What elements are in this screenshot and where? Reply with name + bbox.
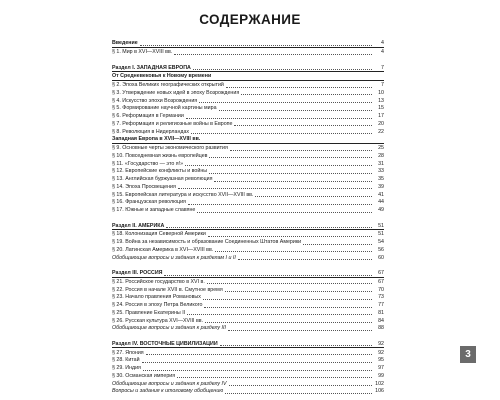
- toc-section-row: [112, 39, 384, 48]
- table-of-contents: [112, 39, 384, 395]
- toc-leader-dots: [186, 118, 372, 119]
- toc-entry-row: [112, 230, 384, 238]
- toc-page-number: 20: [378, 120, 384, 127]
- toc-spacer: [112, 261, 384, 269]
- toc-label: § 3. Утверждение новых идей в эпоху Возрождения: [112, 89, 240, 96]
- toc-page-number: 15: [378, 105, 384, 112]
- toc-label: § 17. Южные и западные славяне: [112, 207, 196, 214]
- toc-label: § 18. Колонизация Северной Америки: [112, 231, 206, 238]
- toc-entry-row: [112, 183, 384, 191]
- toc-label: § 23. Начало правления Романовых: [112, 294, 201, 301]
- toc-leader-dots: [208, 236, 372, 237]
- toc-page-number: 4: [381, 49, 384, 56]
- toc-leader-dots: [197, 212, 372, 213]
- toc-page-number: 28: [378, 152, 384, 159]
- toc-leader-dots: [187, 314, 372, 315]
- toc-review-row: [112, 387, 384, 395]
- toc-entry-row: [112, 159, 384, 167]
- toc-page-number: 102: [375, 380, 384, 387]
- toc-leader-dots: [303, 244, 372, 245]
- toc-entry-row: [112, 48, 384, 56]
- toc-subheading-row: [112, 72, 384, 81]
- toc-entry-row: [112, 285, 384, 293]
- toc-section-row: [112, 221, 384, 230]
- toc-label: § 1. Мир в XVI—XVIII вв.: [112, 49, 173, 56]
- toc-spacer: [112, 56, 384, 64]
- toc-page-number: 33: [378, 168, 384, 175]
- toc-entry-row: [112, 364, 384, 372]
- toc-leader-dots: [191, 133, 372, 134]
- toc-label: § 9. Основные черты экономического развития: [112, 145, 228, 152]
- toc-page-number: 92: [378, 340, 384, 347]
- toc-label: Раздел IV. ВОСТОЧНЫЕ ЦИВИЛИЗАЦИИ: [112, 340, 218, 347]
- toc-page-number: 44: [378, 199, 384, 206]
- toc-leader-dots: [142, 362, 372, 363]
- toc-leader-dots: [209, 157, 372, 158]
- page-title: СОДЕРЖАНИЕ: [199, 12, 301, 27]
- toc-leader-dots: [229, 385, 372, 386]
- toc-page-number: 67: [378, 270, 384, 277]
- toc-page-number: 95: [378, 357, 384, 364]
- toc-page-number: 67: [378, 278, 384, 285]
- toc-label: § 6. Реформация в Германии: [112, 113, 184, 120]
- toc-label: Западная Европа в XVII—XVIII вв.: [112, 136, 201, 143]
- toc-entry-row: [112, 372, 384, 380]
- toc-label: § 28. Китай: [112, 357, 140, 364]
- toc-page-number: 88: [378, 325, 384, 332]
- toc-page-number: 31: [378, 160, 384, 167]
- toc-label: § 19. Война за независимость и образование Соединенных Штатов Америки: [112, 239, 302, 246]
- toc-leader-dots: [241, 94, 372, 95]
- toc-entry-row: [112, 316, 384, 324]
- toc-page-number: 81: [378, 309, 384, 316]
- toc-entry-row: [112, 120, 384, 128]
- toc-label: § 13. Английская буржуазная революция: [112, 176, 213, 183]
- toc-label: § 24. Россия в эпоху Петра Великого: [112, 302, 203, 309]
- toc-label: Раздел II. АМЕРИКА: [112, 222, 165, 229]
- toc-label: § 12. Европейские конфликты и войны: [112, 168, 208, 175]
- toc-leader-dots: [205, 322, 372, 323]
- toc-label: § 27. Япония: [112, 349, 144, 356]
- toc-leader-dots: [220, 345, 372, 346]
- toc-leader-dots: [185, 165, 372, 166]
- toc-label: § 2. Эпоха Великих географических открытий: [112, 82, 224, 89]
- toc-spacer: [112, 214, 384, 222]
- toc-page-number: 97: [378, 365, 384, 372]
- toc-label: Раздел I. ЗАПАДНАЯ ЕВРОПА: [112, 64, 191, 71]
- toc-entry-row: [112, 96, 384, 104]
- toc-entry-row: [112, 89, 384, 97]
- toc-page-number: 92: [378, 349, 384, 356]
- toc-entry-row: [112, 198, 384, 206]
- toc-label: § 14. Эпоха Просвещения: [112, 183, 176, 190]
- toc-label: § 4. Искусство эпохи Возрождения: [112, 97, 198, 104]
- toc-leader-dots: [207, 283, 372, 284]
- toc-section-row: [112, 269, 384, 278]
- toc-page-number: 39: [378, 183, 384, 190]
- toc-leader-dots: [146, 354, 372, 355]
- toc-page-number: 51: [378, 222, 384, 229]
- toc-leader-dots: [219, 110, 372, 111]
- toc-leader-dots: [214, 181, 372, 182]
- toc-page-number: 56: [378, 246, 384, 253]
- toc-entry-row: [112, 356, 384, 364]
- toc-leader-dots: [226, 87, 372, 88]
- toc-page-number: 70: [378, 286, 384, 293]
- toc-section-row: [112, 340, 384, 349]
- toc-page-number: 73: [378, 294, 384, 301]
- toc-entry-row: [112, 309, 384, 317]
- toc-leader-dots: [230, 150, 372, 151]
- toc-label: § 30. Османская империя: [112, 372, 176, 379]
- toc-label: § 7. Реформация и религиозные войны в Европе: [112, 120, 233, 127]
- toc-leader-dots: [199, 102, 372, 103]
- toc-label: § 21. Российское государство в XVI в.: [112, 278, 205, 285]
- toc-leader-dots: [215, 251, 372, 252]
- toc-entry-row: [112, 293, 384, 301]
- toc-page-number: 84: [378, 317, 384, 324]
- toc-subheading-row: [112, 135, 384, 144]
- toc-review-row: [112, 379, 384, 387]
- toc-label: Введение: [112, 40, 138, 47]
- toc-leader-dots: [255, 196, 372, 197]
- toc-leader-dots: [140, 45, 372, 46]
- toc-entry-row: [112, 144, 384, 152]
- toc-entry-row: [112, 175, 384, 183]
- toc-leader-dots: [174, 54, 372, 55]
- page-number-badge: 3: [460, 346, 476, 363]
- toc-page-number: 54: [378, 239, 384, 246]
- toc-label: Обобщающие вопросы и задания к разделам I и II: [112, 254, 236, 261]
- toc-page-number: 10: [378, 89, 384, 96]
- toc-leader-dots: [166, 227, 372, 228]
- toc-page-number: 51: [378, 231, 384, 238]
- toc-leader-dots: [193, 69, 372, 70]
- toc-review-row: [112, 253, 384, 261]
- toc-leader-dots: [188, 204, 372, 205]
- toc-entry-row: [112, 301, 384, 309]
- toc-leader-dots: [234, 125, 372, 126]
- toc-page-number: 99: [378, 372, 384, 379]
- toc-page-number: 13: [378, 97, 384, 104]
- toc-entry-row: [112, 190, 384, 198]
- toc-page-number: 7: [381, 82, 384, 89]
- toc-leader-dots: [164, 275, 372, 276]
- toc-leader-dots: [225, 393, 372, 394]
- toc-leader-dots: [238, 259, 372, 260]
- toc-label: § 11. «Государство — это я!»: [112, 160, 184, 167]
- toc-page-number: 49: [378, 207, 384, 214]
- toc-page-number: 17: [378, 113, 384, 120]
- toc-label: § 20. Латинская Америка в XVI—XVIII вв.: [112, 246, 214, 253]
- toc-section-row: [112, 63, 384, 72]
- toc-label: Вопросы и задания к итоговому обобщению: [112, 388, 224, 395]
- toc-entry-row: [112, 127, 384, 135]
- toc-label: Обобщающие вопросы и задания к разделу IV: [112, 380, 227, 387]
- toc-label: § 8. Революция в Нидерландах: [112, 128, 190, 135]
- toc-page-number: 41: [378, 191, 384, 198]
- toc-label: § 10. Повседневная жизнь европейцев: [112, 152, 208, 159]
- toc-leader-dots: [225, 291, 372, 292]
- toc-entry-row: [112, 348, 384, 356]
- toc-label: Раздел III. РОССИЯ: [112, 270, 163, 277]
- toc-leader-dots: [203, 299, 372, 300]
- toc-label: § 5. Формирование научной картины мира: [112, 105, 217, 112]
- toc-leader-dots: [204, 307, 372, 308]
- toc-entry-row: [112, 81, 384, 89]
- toc-entry-row: [112, 104, 384, 112]
- toc-page-number: 60: [378, 254, 384, 261]
- toc-page-number: 4: [381, 40, 384, 47]
- toc-label: § 22. Россия в начале XVII в. Смутное время: [112, 286, 223, 293]
- toc-page-number: 25: [378, 145, 384, 152]
- toc-leader-dots: [177, 377, 372, 378]
- toc-label: § 26. Русская культура XVI—XVIII вв.: [112, 317, 204, 324]
- toc-label: § 15. Европейская литература и искусство XVII—XVIII вв.: [112, 191, 254, 198]
- toc-label: § 25. Правление Екатерины II: [112, 309, 186, 316]
- toc-leader-dots: [178, 188, 372, 189]
- toc-leader-dots: [228, 330, 372, 331]
- toc-entry-row: [112, 112, 384, 120]
- toc-entry-row: [112, 246, 384, 254]
- toc-label: Обобщающие вопросы и задания к разделу III: [112, 325, 226, 332]
- toc-entry-row: [112, 238, 384, 246]
- toc-page-number: 35: [378, 176, 384, 183]
- toc-review-row: [112, 324, 384, 332]
- toc-page-number: 22: [378, 128, 384, 135]
- toc-leader-dots: [209, 173, 372, 174]
- toc-label: § 16. Французская революция: [112, 199, 186, 206]
- toc-entry-row: [112, 167, 384, 175]
- toc-spacer: [112, 332, 384, 340]
- toc-page-number: 77: [378, 302, 384, 309]
- toc-entry-row: [112, 278, 384, 286]
- toc-label: От Средневековья к Новому времени: [112, 73, 212, 80]
- toc-entry-row: [112, 206, 384, 214]
- toc-page-number: 7: [381, 64, 384, 71]
- toc-entry-row: [112, 152, 384, 160]
- toc-leader-dots: [143, 370, 372, 371]
- toc-label: § 29. Индия: [112, 365, 141, 372]
- toc-page-number: 106: [375, 388, 384, 395]
